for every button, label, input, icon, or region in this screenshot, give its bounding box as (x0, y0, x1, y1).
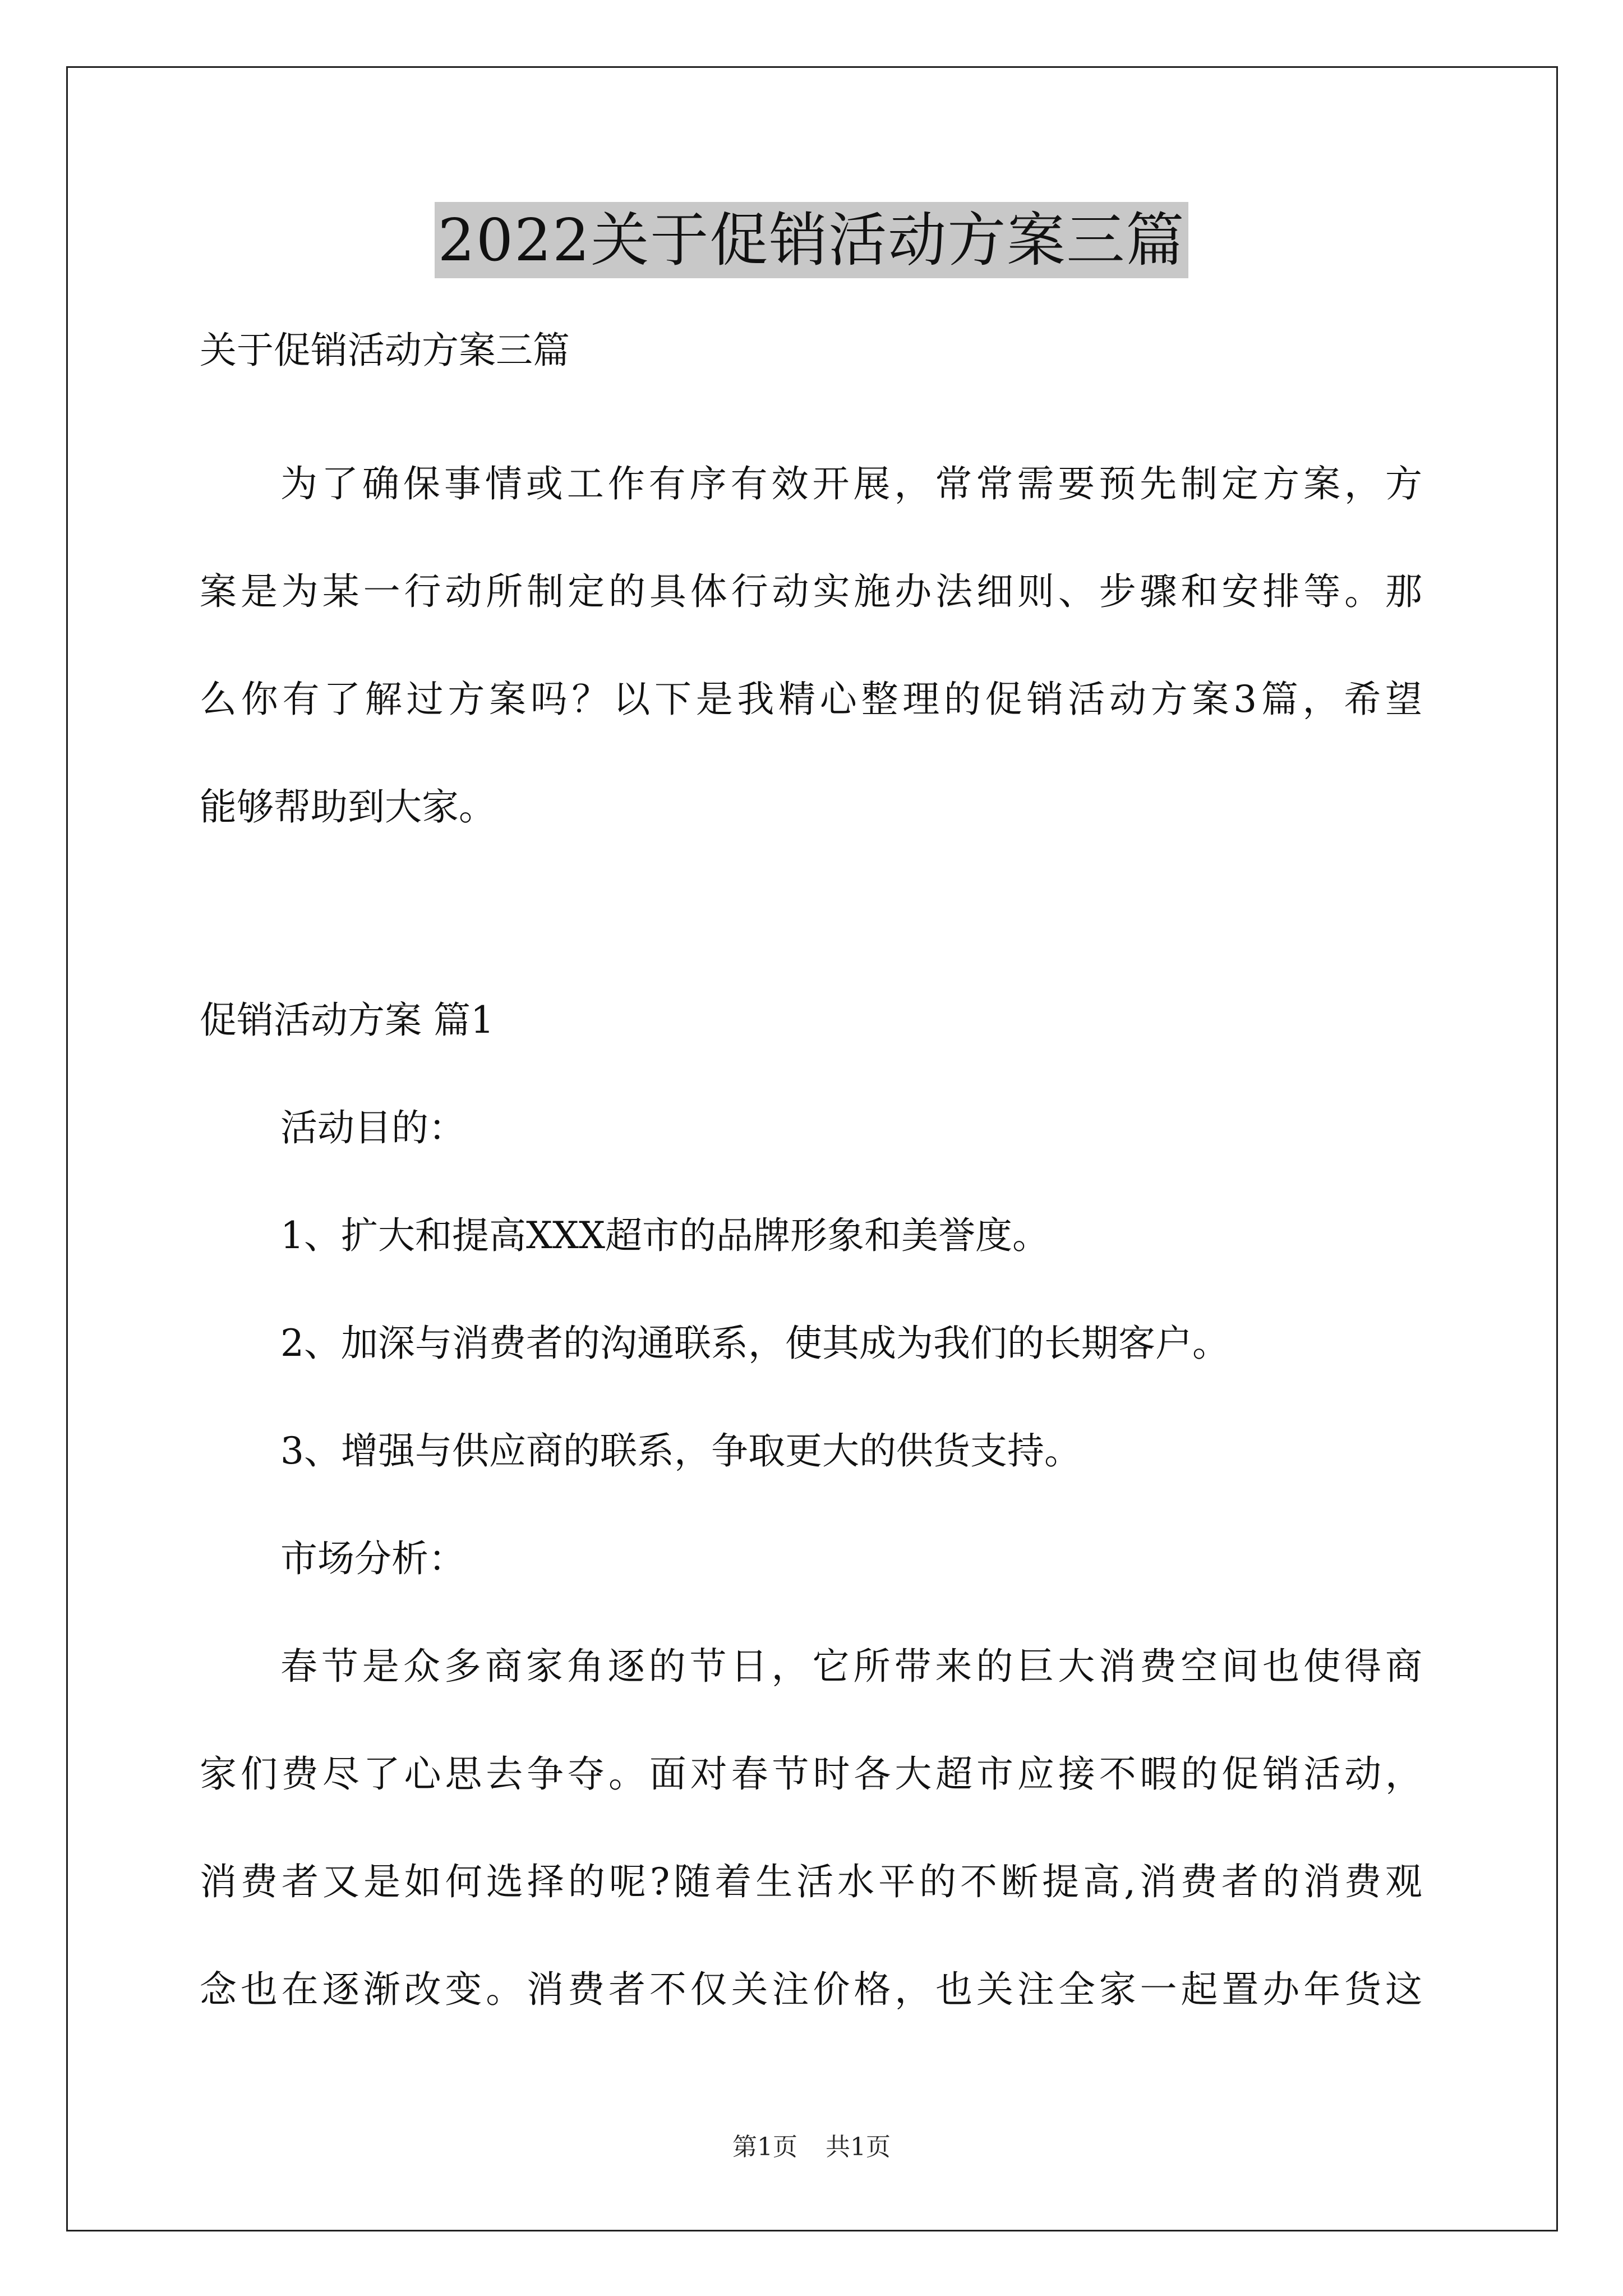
goal-item-3: 3、增强与供应商的联系，争取更大的供货支持。 (280, 1429, 1081, 1473)
intro-line-3: 么你有了解过方案吗？以下是我精心整理的促销活动方案3篇，希望 (200, 678, 1422, 721)
document-title: 2022关于促销活动方案三篇 (435, 202, 1189, 278)
market-line-1: 春节是众多商家角逐的节日，它所带来的巨大消费空间也使得商 (280, 1645, 1422, 1688)
market-line-2: 家们费尽了心思去争夺。面对春节时各大超市应接不暇的促销活动， (200, 1752, 1422, 1796)
market-line-3: 消费者又是如何选择的呢?随着生活水平的不断提高,消费者的消费观 (200, 1860, 1422, 1903)
intro-line-1: 为了确保事情或工作有序有效开展，常常需要预先制定方案，方 (280, 462, 1422, 505)
section-heading: 促销活动方案 篇1 (200, 999, 494, 1042)
goal-item-2: 2、加深与消费者的沟通联系，使其成为我们的长期客户。 (280, 1322, 1229, 1365)
page-number-current: 第1页 (732, 2133, 797, 2161)
page-footer (0, 2132, 1623, 2163)
goal-heading: 活动目的： (280, 1106, 465, 1149)
market-heading: 市场分析： (280, 1537, 465, 1580)
goal-item-1: 1、扩大和提高XXX超市的品牌形象和美誉度。 (280, 1214, 1049, 1257)
page-number-total: 共1页 (826, 2133, 891, 2161)
title-container (0, 202, 1623, 278)
document-subtitle: 关于促销活动方案三篇 (200, 329, 570, 372)
intro-line-4: 能够帮助到大家。 (200, 785, 496, 829)
market-line-4: 念也在逐渐改变。消费者不仅关注价格，也关注全家一起置办年货这 (200, 1968, 1422, 2011)
intro-line-2: 案是为某一行动所制定的具体行动实施办法细则、步骤和安排等。那 (200, 570, 1422, 613)
